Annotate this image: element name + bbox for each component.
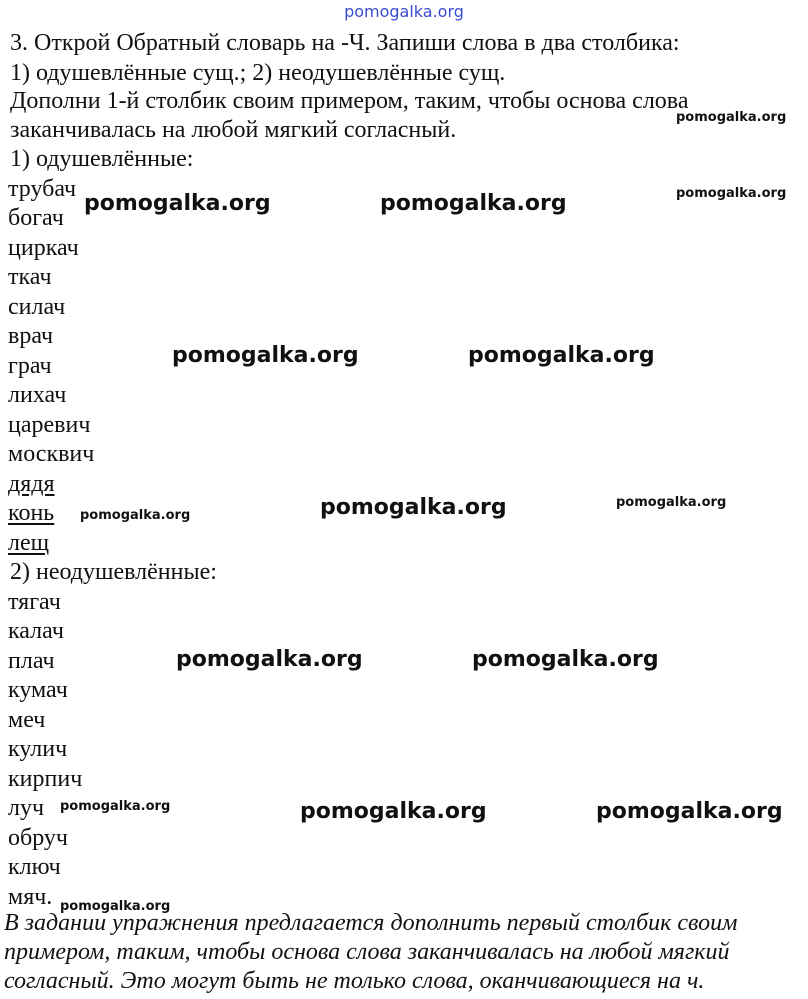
site-header-link[interactable]: pomogalka.org xyxy=(344,2,464,21)
animate-heading: 1) одушевлённые: xyxy=(10,146,194,172)
explanation-line-1: В задании упражнения предлагается дополнить первый столбик своим xyxy=(4,910,738,936)
watermark: pomogalka.org xyxy=(468,343,655,368)
task-line-4: заканчивалась на любой мягкий согласный. xyxy=(10,117,457,143)
inanimate-word: обруч xyxy=(8,825,68,851)
animate-word: москвич xyxy=(8,441,95,467)
inanimate-word: кирпич xyxy=(8,766,83,792)
watermark: pomogalka.org xyxy=(176,647,363,672)
inanimate-word: луч xyxy=(8,795,45,821)
explanation-line-2: примером, таким, чтобы основа слова заканчивалась на любой мягкий xyxy=(4,939,730,965)
watermark: pomogalka.org xyxy=(676,186,787,201)
inanimate-word: тягач xyxy=(8,589,61,615)
inanimate-word: ключ xyxy=(8,854,61,880)
animate-word: царевич xyxy=(8,412,91,438)
explanation-line-3: согласный. Это могут быть не только слова, оканчивающиеся на ч. xyxy=(4,968,705,994)
watermark: pomogalka.org xyxy=(60,799,171,814)
watermark: pomogalka.org xyxy=(172,343,359,368)
task-line-3: Дополни 1-й столбик своим примером, таким, чтобы основа слова xyxy=(10,88,689,114)
inanimate-word: кумач xyxy=(8,677,68,703)
animate-word: циркач xyxy=(8,235,79,261)
watermark: pomogalka.org xyxy=(380,191,567,216)
animate-word: лихач xyxy=(8,382,67,408)
animate-word: богач xyxy=(8,205,64,231)
animate-word-added: лещ xyxy=(8,530,50,556)
inanimate-word: меч xyxy=(8,707,46,733)
animate-word: врач xyxy=(8,323,54,349)
task-line-2: 1) одушевлённые сущ.; 2) неодушевлённые сущ. xyxy=(10,60,506,86)
inanimate-word: кулич xyxy=(8,736,68,762)
inanimate-word: мяч. xyxy=(8,884,53,910)
task-line-1: 3. Открой Обратный словарь на -Ч. Запиши слова в два столбика: xyxy=(10,30,680,56)
watermark: pomogalka.org xyxy=(84,191,271,216)
inanimate-word: плач xyxy=(8,648,55,674)
watermark: pomogalka.org xyxy=(300,799,487,824)
watermark: pomogalka.org xyxy=(320,495,507,520)
watermark: pomogalka.org xyxy=(676,110,787,125)
animate-word-added: дядя xyxy=(8,471,55,497)
watermark: pomogalka.org xyxy=(596,799,783,824)
watermark: pomogalka.org xyxy=(472,647,659,672)
inanimate-heading: 2) неодушевлённые: xyxy=(10,559,217,585)
animate-word: грач xyxy=(8,353,52,379)
animate-word: трубач xyxy=(8,176,77,202)
animate-word: силач xyxy=(8,294,66,320)
animate-word-added: конь xyxy=(8,500,55,526)
watermark: pomogalka.org xyxy=(60,899,171,914)
watermark: pomogalka.org xyxy=(616,495,727,510)
watermark: pomogalka.org xyxy=(80,508,191,523)
animate-word: ткач xyxy=(8,264,52,290)
inanimate-word: калач xyxy=(8,618,64,644)
